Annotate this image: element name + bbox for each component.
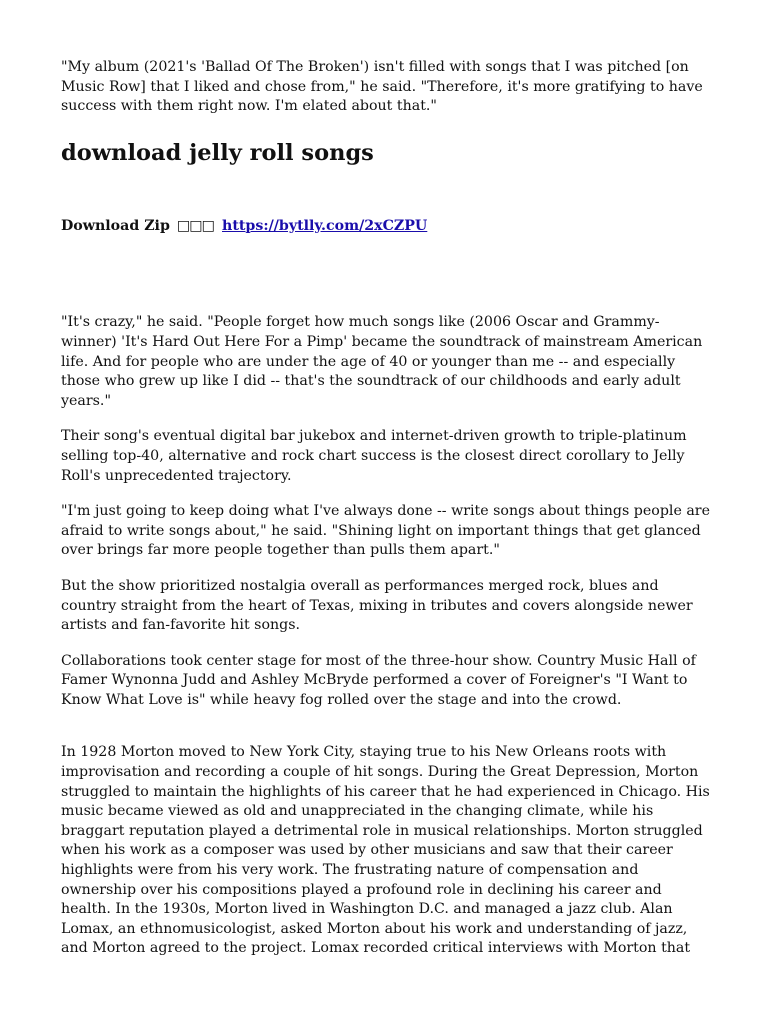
body-paragraph-4: But the show prioritized nostalgia overall as performances merged rock, blues and country straight from the heart of Texas, mixing in tributes and covers alongside newer artists and fan-favorite hit songs.: [61, 577, 693, 634]
spacer: [61, 236, 711, 313]
body-paragraph-3: "I'm just going to keep doing what I've always done -- write songs about things people are afraid to write songs about," he said. "Shining light on important things that get glanced over brings far more people together than pulls them apart.": [61, 503, 710, 559]
download-link[interactable]: https://bytlly.com/2xCZPU: [222, 217, 428, 234]
body-paragraph-5: Collaborations took center stage for most of the three-hour show. Country Music Hall of Famer Wynonna Judd and Ashley McBryde performed a cover of Foreigner's "I Want to Know What Love is" while heavy fog rolled over the stage and into the crowd.: [61, 652, 696, 708]
document-page: [61, 58, 711, 959]
body-paragraph-1: "It's crazy," he said. "People forget how much songs like (2006 Oscar and Grammy-winner) 'It's Hard Out Here For a Pimp' became the soundtrack of mainstream American life. And for people who are under the age of 40 or younger than me -- and especially those who grew up like I did -- that's the soundtrack of our childhoods and early adult years.": [61, 314, 703, 409]
page-heading: download jelly roll songs: [61, 139, 374, 166]
arrow-glyphs: □□□: [176, 217, 215, 234]
body-paragraph-6: In 1928 Morton moved to New York City, staying true to his New Orleans roots with improvisation and recording a couple of hit songs. During the Great Depression, Morton struggled to maintain the highlights of his career that he had experienced in Chicago. His music became viewed as old and unappreciated in the changing climate, while his braggart reputation played a detrimental role in musical relationships. Morton struggled when his work as a composer was used by other musicians and saw that their career highlights were from his very work. The frustrating nature of compensation and ownership over his compositions played a profound role in declining his career and health. In the 1930s, Morton lived in Washington D.C. and managed a jazz club. Alan Lomax, an ethnomusicologist, asked Morton about his work and understanding of jazz, and Morton agreed to the project. Lomax recorded critical interviews with Morton that: [61, 744, 710, 957]
body-paragraph-2: Their song's eventual digital bar jukebox and internet-driven growth to triple-platinum selling top-40, alternative and rock chart success is the closest direct corollary to Jelly Roll's unprecedented trajectory.: [61, 428, 687, 484]
intro-paragraph: "My album (2021's 'Ballad Of The Broken') isn't filled with songs that I was pitched [on Music Row] that I liked and chose from," he said. "Therefore, it's more gratifying to have success with them right now. I'm elated about that.": [61, 59, 703, 115]
download-label: Download Zip: [61, 217, 170, 234]
download-line: [61, 217, 711, 237]
